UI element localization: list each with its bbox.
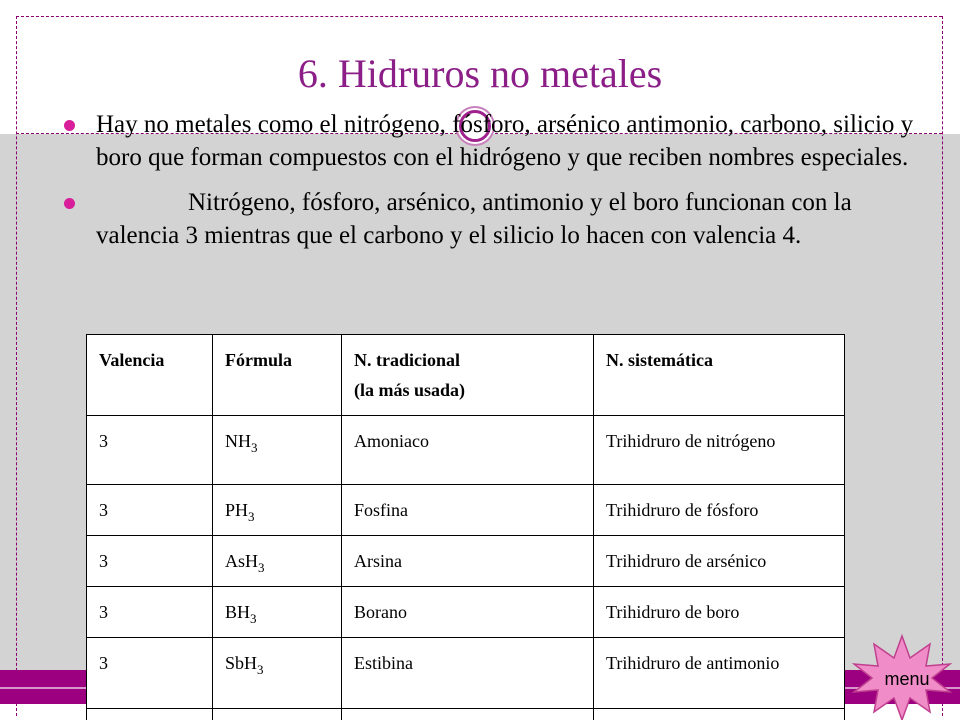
table-row <box>87 485 845 536</box>
cell-formula <box>213 485 342 536</box>
cell-sistematica: Trihidruro de fósforo <box>594 485 845 536</box>
cell-valencia: 3 <box>87 638 213 709</box>
formula-base: NH <box>225 431 251 451</box>
table-row <box>87 416 845 485</box>
cell-valencia: 3 <box>87 416 213 485</box>
bullet-text: Nitrógeno, fósforo, arsénico, antimonio y el boro funcionan con la valencia 3 mientras que el carbono y el silicio lo hacen con valencia 4. <box>96 189 852 249</box>
formula-subscript: 3 <box>250 611 257 626</box>
formula-base: AsH <box>225 551 259 571</box>
table-row <box>87 536 845 587</box>
frame-right-line <box>942 16 943 716</box>
cell-tradicional: Amoniaco <box>342 416 594 485</box>
cell-empty <box>594 709 845 720</box>
header-tradicional <box>342 335 594 416</box>
cell-empty <box>87 709 213 720</box>
cell-formula <box>213 536 342 587</box>
formula-base: PH <box>225 500 249 520</box>
formula-base: BH <box>225 602 251 622</box>
formula-subscript: 3 <box>257 662 264 677</box>
table-header-row <box>87 335 845 416</box>
cell-tradicional: Fosfina <box>342 485 594 536</box>
bullet-list <box>60 108 920 264</box>
cell-tradicional: Arsina <box>342 536 594 587</box>
cell-sistematica: Trihidruro de antimonio <box>594 638 845 709</box>
bullet-text: Hay no metales como el nitrógeno, fósforo, arsénico antimonio, carbono, silicio y boro que forman compuestos con el hidrógeno y que reciben nombres especiales. <box>96 111 914 171</box>
formula-subscript: 3 <box>251 440 258 455</box>
bullet-dot-icon <box>64 120 75 131</box>
header-valencia: Valencia <box>87 335 213 416</box>
cell-valencia: 3 <box>87 536 213 587</box>
cell-empty <box>342 709 594 720</box>
formula-base: SbH <box>225 653 258 673</box>
cell-sistematica: Trihidruro de boro <box>594 587 845 638</box>
table-row-empty <box>87 709 845 720</box>
table-row <box>87 587 845 638</box>
bullet-item <box>60 186 920 252</box>
cell-formula <box>213 638 342 709</box>
frame-left-line <box>16 16 17 716</box>
cell-formula <box>213 587 342 638</box>
cell-tradicional: Estibina <box>342 638 594 709</box>
table-row <box>87 638 845 709</box>
cell-sistematica: Trihidruro de arsénico <box>594 536 845 587</box>
bullet-item <box>60 108 920 174</box>
header-tradicional-line2: (la más usada) <box>354 380 466 400</box>
cell-tradicional: Borano <box>342 587 594 638</box>
formula-subscript: 3 <box>248 509 255 524</box>
bullet-dot-icon <box>64 198 75 209</box>
cell-valencia: 3 <box>87 587 213 638</box>
cell-sistematica: Trihidruro de nitrógeno <box>594 416 845 485</box>
slide-title: 6. Hidruros no metales <box>297 51 663 96</box>
hydrides-table <box>86 334 845 720</box>
formula-subscript: 3 <box>258 560 265 575</box>
header-formula: Fórmula <box>213 335 342 416</box>
menu-label[interactable]: menu <box>884 669 930 689</box>
cell-formula <box>213 416 342 485</box>
header-tradicional-line1: N. tradicional <box>354 350 460 370</box>
header-sistematica: N. sistemática <box>594 335 845 416</box>
cell-valencia: 3 <box>87 485 213 536</box>
cell-empty <box>213 709 342 720</box>
frame-top-line <box>16 16 942 17</box>
